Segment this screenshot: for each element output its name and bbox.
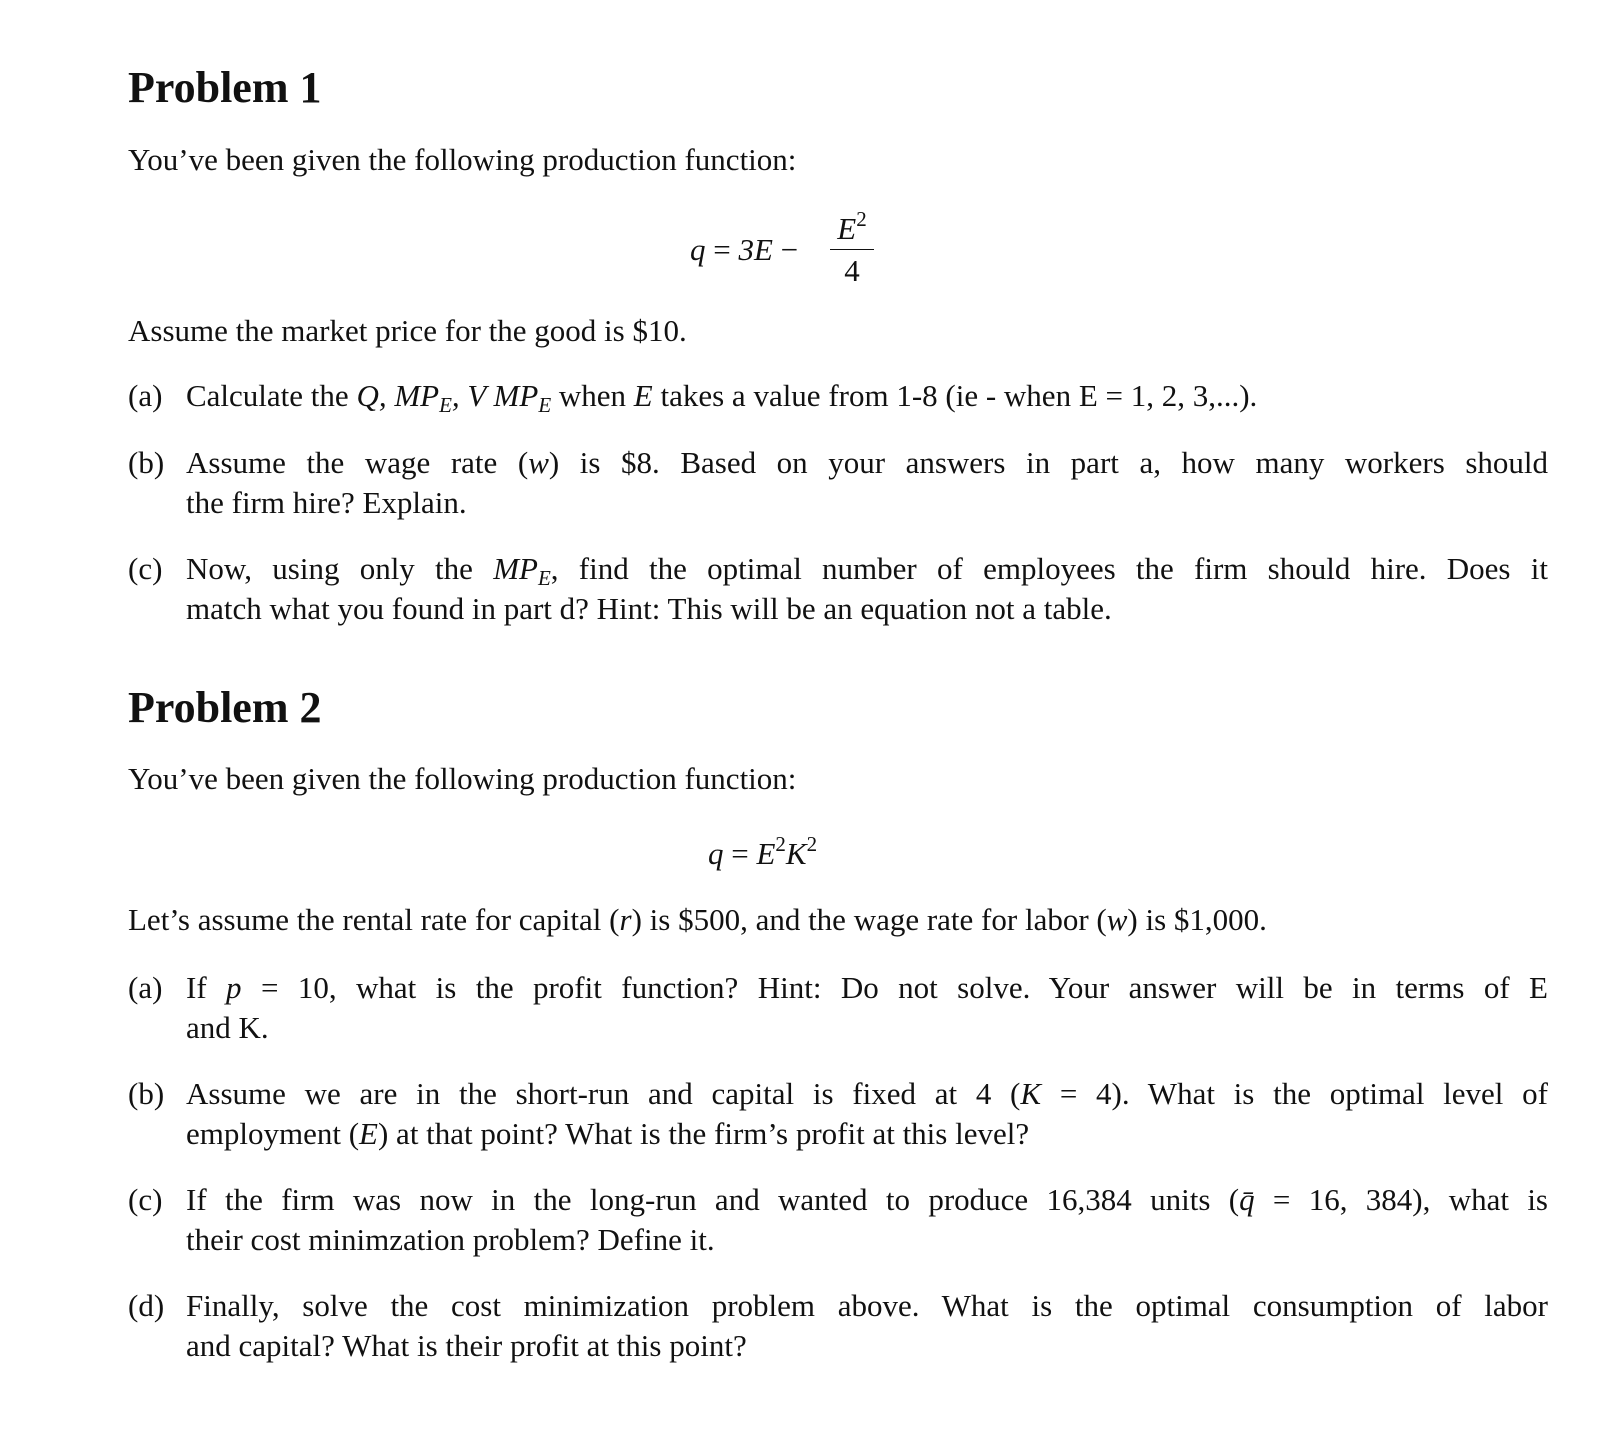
part-text (186, 1074, 1548, 1154)
math-run: p (226, 970, 242, 1005)
text-line (186, 968, 1548, 1008)
part-label: (b) (128, 445, 165, 480)
eq-equals: = (713, 232, 731, 267)
part-text (186, 549, 1548, 629)
text-run: Assume the wage rate ( (186, 445, 529, 480)
text-line: Finally, solve the cost minimization problem above. What is the optimal consumption of labor (186, 1288, 1548, 1323)
text-run: Now, using only the (186, 551, 494, 586)
problem-2-intro: You’ve been given the following production function: (128, 761, 797, 796)
text-run: = 4). What is the optimal level of (1041, 1076, 1548, 1111)
part-text (186, 1286, 1548, 1366)
text-run: when (551, 378, 634, 413)
math-run: Q, MP (356, 378, 440, 413)
part-text (186, 1180, 1548, 1260)
text-run: ) is $8. Based on your answers in part a, how many workers should (548, 445, 1548, 480)
text-line (186, 1114, 1548, 1154)
text-line (186, 1074, 1548, 1114)
text-run: , find the optimal number of employees the firm should hire. Does it (550, 551, 1548, 586)
frac-num-exp: 2 (856, 207, 867, 231)
eq-equals: = (731, 836, 749, 871)
text-run: ) at that point? What is the firm’s profit at this level? (377, 1116, 1030, 1151)
problem-1-equation (690, 234, 798, 265)
problem-2-assumption (128, 904, 1267, 935)
math-sub: E (439, 393, 452, 417)
text-run: If (186, 970, 227, 1005)
text-line: the firm hire? Explain. (186, 485, 467, 520)
math-run: E (633, 378, 653, 413)
problem-2-title: Problem 2 (128, 683, 322, 732)
part-text (186, 376, 1548, 416)
text-run: takes a value from 1-8 (ie - when E = 1, 2, 3,...). (652, 378, 1258, 413)
part-label: (c) (128, 551, 163, 586)
eq-var: K (785, 836, 807, 871)
part-label: (a) (128, 378, 163, 413)
eq-lhs: q (690, 232, 706, 267)
text-run: ) is $500, and the wage rate for labor ( (631, 902, 1107, 937)
text-line: their cost minimzation problem? Define it. (186, 1222, 715, 1257)
math-run: , V MP (451, 378, 539, 413)
problem-1-title: Problem 1 (128, 63, 322, 112)
eq-term: 3E (738, 232, 773, 267)
text-run: employment ( (186, 1116, 360, 1151)
frac-num-var: E (837, 211, 857, 246)
part-label: (a) (128, 970, 163, 1005)
math-run: r (619, 902, 632, 937)
text-line: and K. (186, 1010, 269, 1045)
text-line: match what you found in part d? Hint: This will be an equation not a table. (186, 591, 1112, 626)
problem-2-equation (708, 832, 818, 871)
text-run: Let’s assume the rental rate for capital ( (128, 902, 620, 937)
text-line (186, 443, 1548, 483)
text-run: Assume we are in the short-run and capital is fixed at 4 ( (186, 1076, 1021, 1111)
text-line (186, 1180, 1548, 1220)
part-text (186, 968, 1548, 1048)
math-run: q̄ (1239, 1182, 1255, 1217)
eq-lhs: q (708, 836, 724, 871)
math-run: E (359, 1116, 378, 1151)
text-run: = 16, 384), what is (1254, 1182, 1548, 1217)
fraction-denominator: 4 (844, 253, 860, 288)
part-label: (d) (128, 1288, 165, 1323)
problem-1-fraction (830, 207, 874, 288)
fraction-numerator (830, 207, 874, 249)
math-run: MP (493, 551, 538, 586)
text-run: If the firm was now in the long-run and wanted to produce 16,384 units ( (186, 1182, 1240, 1217)
part-label: (c) (128, 1182, 163, 1217)
math-sub: E (537, 566, 551, 590)
text-run: ) is $1,000. (1127, 902, 1267, 937)
text-run: Calculate the (186, 378, 357, 413)
math-sub: E (538, 393, 552, 417)
text-line: and capital? What is their profit at this point? (186, 1328, 747, 1363)
text-run: = 10, what is the profit function? Hint: Do not solve. Your answer will be in terms of E (241, 970, 1548, 1005)
part-label: (b) (128, 1076, 165, 1111)
eq-var: E (756, 836, 776, 871)
part-text (186, 443, 1548, 523)
problem-1-assumption: Assume the market price for the good is $10. (128, 313, 687, 348)
math-run: w (1106, 902, 1128, 937)
eq-minus: − (780, 232, 799, 267)
text-line (186, 549, 1548, 589)
eq-exp: 2 (775, 832, 786, 856)
math-run: K (1020, 1076, 1042, 1111)
eq-exp: 2 (806, 832, 818, 856)
math-run: w (528, 445, 549, 480)
problem-1-intro: You’ve been given the following production function: (128, 142, 797, 177)
